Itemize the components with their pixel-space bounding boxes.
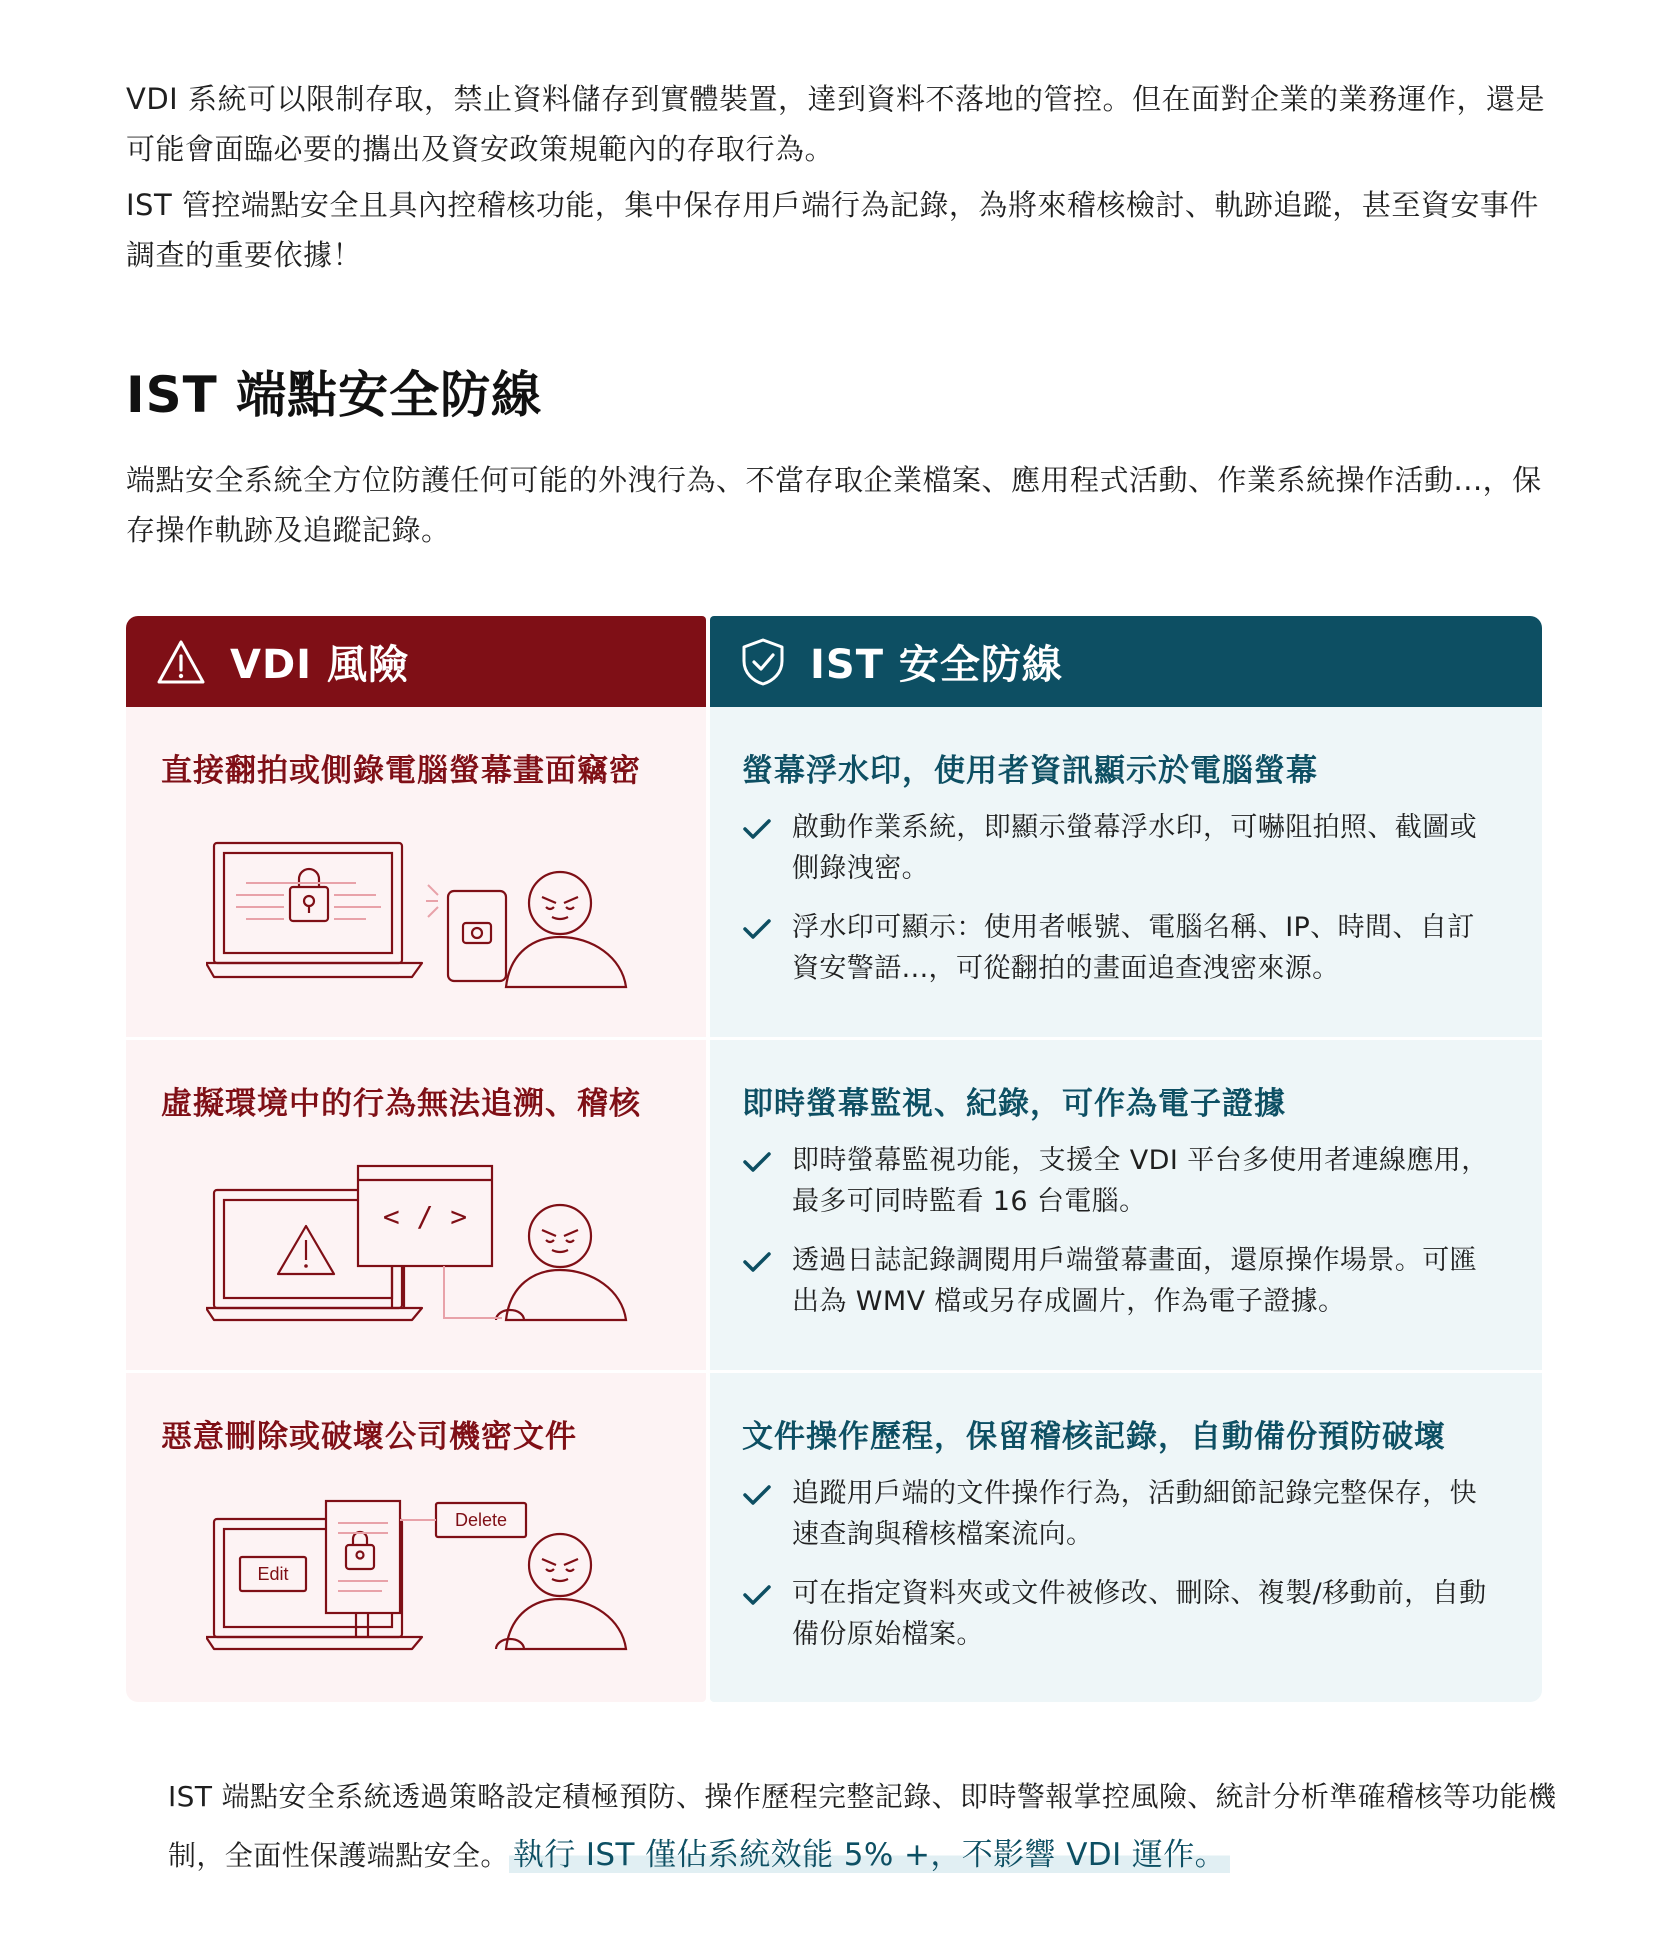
vdi-risk-header-label: VDI 風險 [230,642,409,688]
check-icon [742,1483,772,1507]
delete-label: Delete [454,1510,508,1530]
shield-check-icon [740,637,786,687]
risk-title-2: 虛擬環境中的行為無法追溯、稽核 [161,1086,641,1122]
warning-triangle-icon [156,639,206,685]
bullet-text: 浮水印可顯示：使用者帳號、電腦名稱、IP、時間、自訂資安警語...，可從翻拍的畫面追查洩密來源。 [792,912,1475,984]
intro-paragraph-2: IST 管控端點安全且具內控稽核功能，集中保存用戶端行為記錄，為將來稽核檢討、軌跡追蹤，甚至資安事件調查的重要依據！ [126,188,1539,272]
risk-row-3 [126,1373,706,1702]
bullet-text: 追蹤用戶端的文件操作行為，活動細節記錄完整保存，快速查詢與稽核檔案流向。 [792,1478,1477,1550]
section-description: 端點安全系統全方位防護任何可能的外洩行為、不當存取企業檔案、應用程式活動、作業系統操作活動...，保存操作軌跡及追蹤記錄。 [126,463,1542,547]
bullet-text: 透過日誌記錄調閱用戶端螢幕畫面，還原操作場景。可匯出為 WMV 檔或另存成圖片，作為電子證據。 [792,1245,1477,1317]
defense-title-3: 文件操作歷程，保留稽核記錄，自動備份預防破壞 [742,1419,1446,1455]
intro-paragraph-1: VDI 系統可以限制存取，禁止資料儲存到實體裝置，達到資料不落地的管控。但在面對企業的業務運作，還是可能會面臨必要的攜出及資安政策規範內的存取行為。 [126,82,1545,166]
laptop-phone-camera-hacker-illustration [206,837,646,997]
check-icon [742,817,772,841]
summary-paragraph [168,1768,1568,1885]
laptop-code-window-hacker-illustration [206,1160,646,1330]
section-title: IST 端點安全防線 [126,366,543,424]
risk-title-1: 直接翻拍或側錄電腦螢幕畫面竊密 [161,753,641,789]
vdi-risk-card [126,616,706,1702]
laptop-document-delete-hacker-illustration [206,1493,646,1663]
check-icon [742,1150,772,1174]
vdi-risk-header [126,616,706,707]
bullet-item [742,1573,1502,1655]
risk-row-2 [126,1040,706,1370]
bullet-text: 即時螢幕監視功能，支援全 VDI 平台多使用者連線應用，最多可同時監看 16 台電腦。 [792,1145,1489,1217]
defense-bullets-3 [742,1473,1502,1673]
defense-title-2: 即時螢幕監視、紀錄，可作為電子證據 [742,1086,1286,1122]
summary-text: IST 端點安全系統透過策略設定積極預防、操作歷程完整記錄、即時警報掌控風險、統計分析準確稽核等功能機制，全面性保護端點安全。 [168,1780,1557,1872]
defense-bullets-1 [742,807,1502,1007]
defense-bullets-2 [742,1140,1502,1340]
defense-row-2 [710,1040,1542,1370]
check-icon [742,1250,772,1274]
risk-title-3: 惡意刪除或破壞公司機密文件 [161,1419,577,1455]
check-icon [742,1583,772,1607]
bullet-text: 可在指定資料夾或文件被修改、刪除、複製/移動前，自動備份原始檔案。 [792,1578,1487,1650]
ist-defense-header [710,616,1542,707]
check-icon [742,917,772,941]
ist-defense-card [710,616,1542,1702]
bullet-text: 啟動作業系統，即顯示螢幕浮水印，可嚇阻拍照、截圖或側錄洩密。 [792,812,1477,884]
code-symbol-label: < / > [382,1200,468,1233]
defense-row-3 [710,1373,1542,1702]
bullet-item [742,1473,1502,1555]
risk-row-1 [126,707,706,1037]
defense-title-1: 螢幕浮水印，使用者資訊顯示於電腦螢幕 [742,753,1318,789]
bullet-item [742,1140,1502,1222]
defense-row-1 [710,707,1542,1037]
bullet-item [742,807,1502,889]
summary-highlight: 執行 IST 僅佔系統效能 5% +，不影響 VDI 運作。 [509,1837,1230,1873]
edit-label: Edit [257,1564,289,1584]
ist-defense-header-label: IST 安全防線 [810,642,1063,688]
bullet-item [742,907,1502,989]
bullet-item [742,1240,1502,1322]
